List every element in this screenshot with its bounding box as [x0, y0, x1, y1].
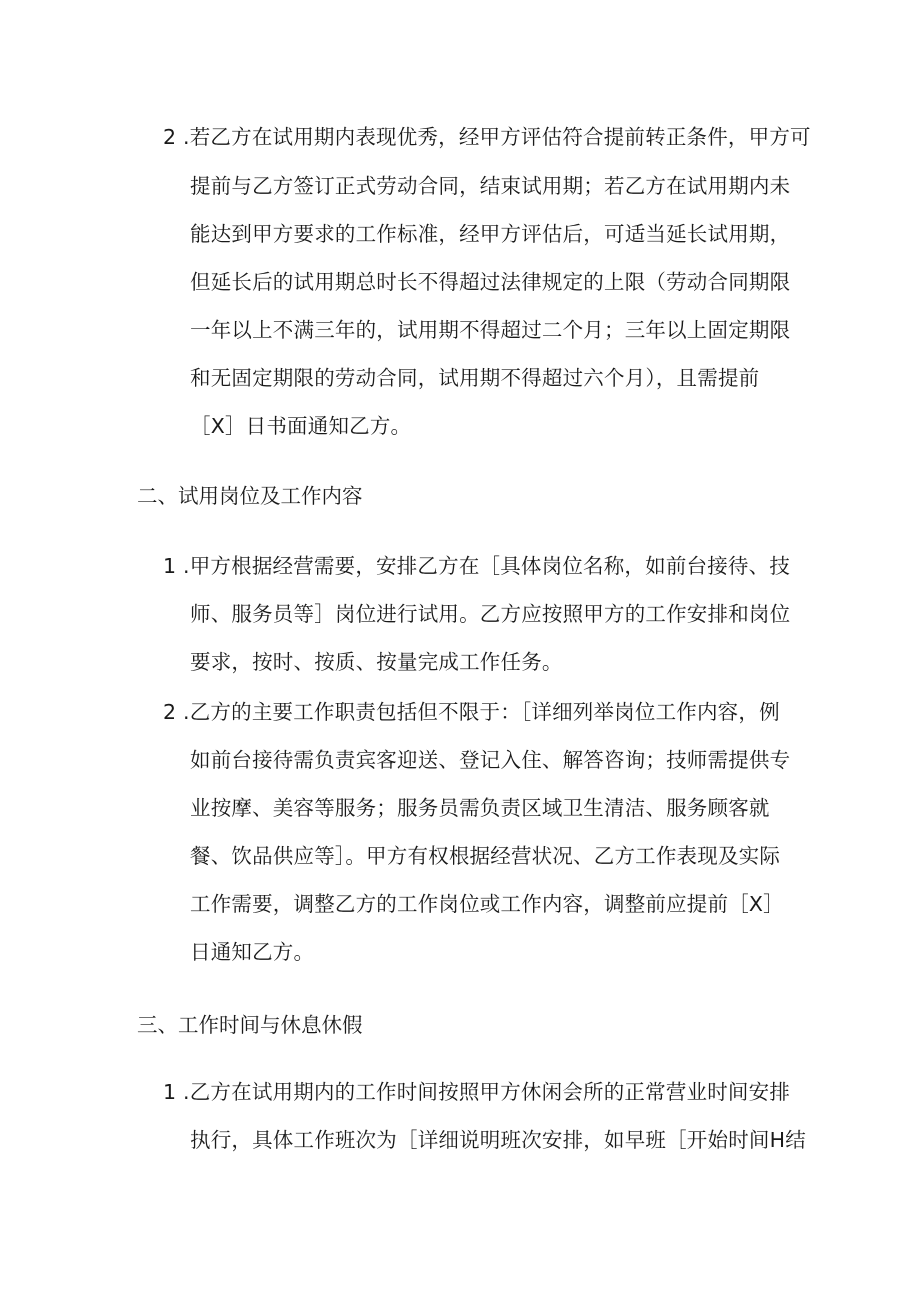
section-heading: 二、试用岗位及工作内容 — [137, 484, 363, 508]
paragraph-line: 工作需要，调整乙方的工作岗位或工作内容，调整前应提前［X］ — [190, 892, 784, 916]
paragraph-line: .乙方在试用期内的工作时间按照甲方休闲会所的正常营业时间安排 — [183, 1080, 791, 1104]
paragraph-line: 要求，按时、按质、按量完成工作任务。 — [190, 650, 563, 674]
paragraph-line: 提前与乙方签订正式劳动合同，结束试用期；若乙方在试用期内未 — [190, 174, 791, 198]
list-item-number: 1 — [163, 554, 177, 578]
section-heading: 三、工作时间与休息休假 — [137, 1013, 363, 1037]
paragraph-line: 业按摩、美容等服务；服务员需负责区域卫生清洁、服务顾客就 — [190, 796, 770, 820]
paragraph-line: .乙方的主要工作职责包括但不限于：［详细列举岗位工作内容，例 — [183, 700, 780, 724]
paragraph-line: 师、服务员等］岗位进行试用。乙方应按照甲方的工作安排和岗位 — [190, 602, 791, 626]
paragraph-line: .若乙方在试用期内表现优秀，经甲方评估符合提前转正条件，甲方可 — [183, 125, 811, 149]
paragraph-line: 日通知乙方。 — [190, 940, 315, 964]
paragraph-line: .甲方根据经营需要，安排乙方在［具体岗位名称，如前台接待、技 — [183, 554, 791, 578]
list-item-number: 1 — [163, 1080, 177, 1104]
paragraph-line: 如前台接待需负责宾客迎送、登记入住、解答咨询；技师需提供专 — [190, 748, 791, 772]
paragraph-line: 能达到甲方要求的工作标准，经甲方评估后，可适当延长试用期， — [190, 222, 791, 246]
list-item-number: 2 — [163, 125, 177, 149]
paragraph-line: 一年以上不满三年的，试用期不得超过二个月；三年以上固定期限 — [190, 318, 791, 342]
list-item-number: 2 — [163, 700, 177, 724]
paragraph-line: 但延长后的试用期总时长不得超过法律规定的上限（劳动合同期限 — [190, 270, 791, 294]
paragraph-line: ［X］日书面通知乙方。 — [190, 414, 412, 438]
paragraph-line: 和无固定期限的劳动合同，试用期不得超过六个月），且需提前 — [190, 366, 760, 390]
paragraph-line: 执行，具体工作班次为［详细说明班次安排，如早班［开始时间H结 — [190, 1128, 806, 1152]
paragraph-line: 餐、饮品供应等］。甲方有权根据经营状况、乙方工作表现及实际 — [190, 844, 781, 868]
